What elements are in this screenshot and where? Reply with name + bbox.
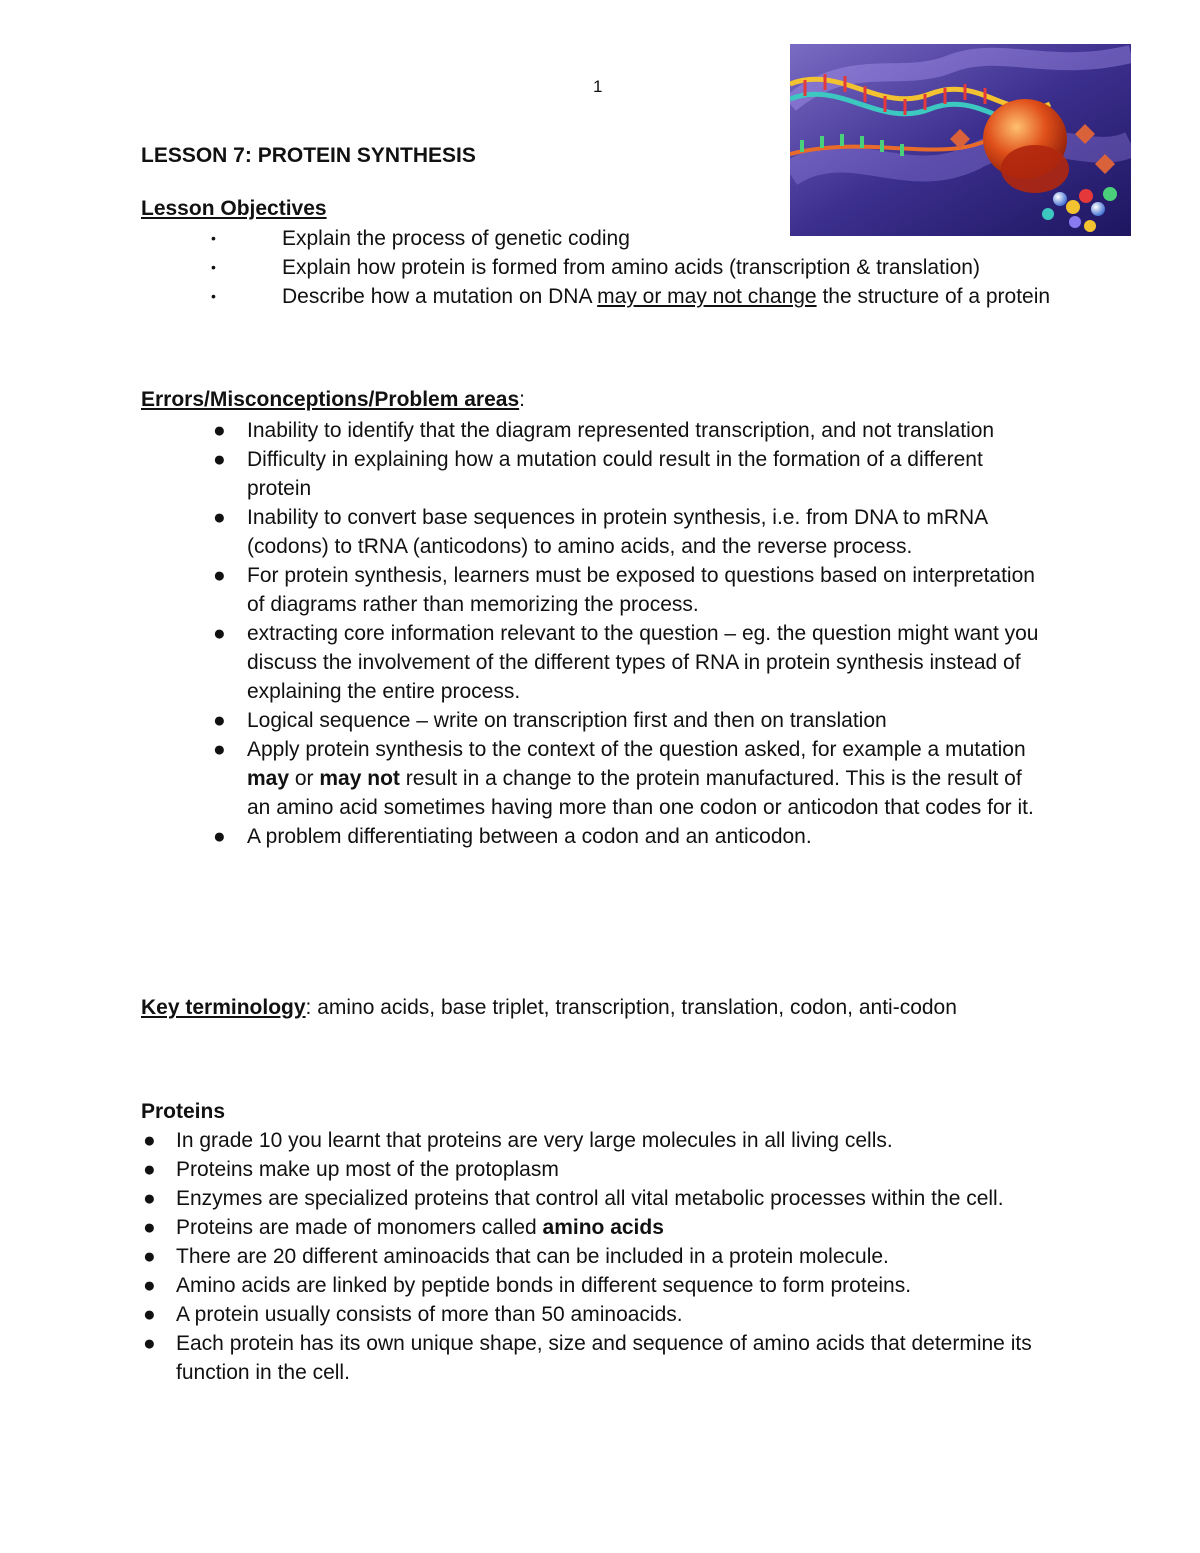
bullet-dot-icon: ● (143, 1245, 156, 1268)
protein-item: ● Amino acids are linked by peptide bonds in different sequence to form proteins. (141, 1271, 1066, 1300)
bullet-dot-icon: ● (143, 1187, 156, 1210)
error-item: ● Inability to identify that the diagram represented transcription, and not translation (141, 416, 1047, 445)
protein-item: ● Proteins make up most of the protoplasm (141, 1155, 1066, 1184)
error-item: ● A problem differentiating between a codon and an anticodon. (141, 822, 1047, 851)
bullet-dot-icon: ● (213, 825, 226, 848)
bullet-dot-icon: • (211, 230, 216, 246)
bullet-dot-icon: ● (213, 622, 226, 645)
objective-item: • Explain the process of genetic coding (141, 224, 1062, 253)
bullet-dot-icon: ● (213, 506, 226, 529)
errors-heading: Errors/Misconceptions/Problem areas: (141, 388, 525, 411)
error-item: ● Logical sequence – write on transcription first and then on translation (141, 706, 1047, 735)
error-item: ● Difficulty in explaining how a mutation could result in the formation of a different protein (141, 445, 1047, 503)
bullet-dot-icon: ● (143, 1332, 156, 1355)
error-item: ● extracting core information relevant to the question – eg. the question might want you discuss the involvement of the different types of RNA in protein synthesis instead of explaining the entire process. (141, 619, 1047, 706)
protein-item: ● In grade 10 you learnt that proteins are very large molecules in all living cells. (141, 1126, 1066, 1155)
error-item: ● Apply protein synthesis to the context of the question asked, for example a mutation may or may not result in a change to the protein manufactured. This is the result of an amino acid sometimes having more than one codon or anticodon that codes for it. (141, 735, 1047, 822)
bullet-dot-icon: ● (143, 1129, 156, 1152)
objective-item: • Explain how protein is formed from amino acids (transcription & translation) (141, 253, 1062, 282)
page-number: 1 (593, 77, 603, 96)
bullet-dot-icon: ● (143, 1274, 156, 1297)
error-item: ● Inability to convert base sequences in protein synthesis, i.e. from DNA to mRNA (codons) to tRNA (anticodons) to amino acids, and the reverse process. (141, 503, 1047, 561)
lesson-title: LESSON 7: PROTEIN SYNTHESIS (141, 144, 476, 167)
bullet-dot-icon: ● (213, 564, 226, 587)
bullet-dot-icon: ● (143, 1158, 156, 1181)
proteins-heading: Proteins (141, 1100, 226, 1123)
key-terminology: Key terminology: amino acids, base triplet, transcription, translation, codon, anti-codon (141, 996, 957, 1019)
protein-synthesis-illustration (790, 44, 1131, 236)
lesson-objectives-heading: Lesson Objectives (141, 197, 327, 220)
protein-item: ● Enzymes are specialized proteins that control all vital metabolic processes within the cell. (141, 1184, 1066, 1213)
errors-list (141, 416, 1047, 851)
protein-item: ● There are 20 different aminoacids that can be included in a protein molecule. (141, 1242, 1066, 1271)
lesson-objectives-list (141, 224, 1062, 311)
error-item: ● For protein synthesis, learners must be exposed to questions based on interpretation of diagrams rather than memorizing the process. (141, 561, 1047, 619)
bullet-dot-icon: ● (213, 448, 226, 471)
objective-item: • Describe how a mutation on DNA may or may not change the structure of a protein (141, 282, 1062, 311)
bullet-dot-icon: ● (213, 709, 226, 732)
bullet-dot-icon: ● (213, 419, 226, 442)
bullet-dot-icon: ● (143, 1216, 156, 1239)
bullet-dot-icon: • (211, 259, 216, 275)
bullet-dot-icon: • (211, 288, 216, 304)
bullet-dot-icon: ● (213, 738, 226, 761)
protein-item: ● Each protein has its own unique shape, size and sequence of amino acids that determine its function in the cell. (141, 1329, 1066, 1387)
bullet-dot-icon: ● (143, 1303, 156, 1326)
protein-item: ● Proteins are made of monomers called amino acids (141, 1213, 1066, 1242)
protein-item: ● A protein usually consists of more than 50 aminoacids. (141, 1300, 1066, 1329)
proteins-list (141, 1126, 1066, 1387)
